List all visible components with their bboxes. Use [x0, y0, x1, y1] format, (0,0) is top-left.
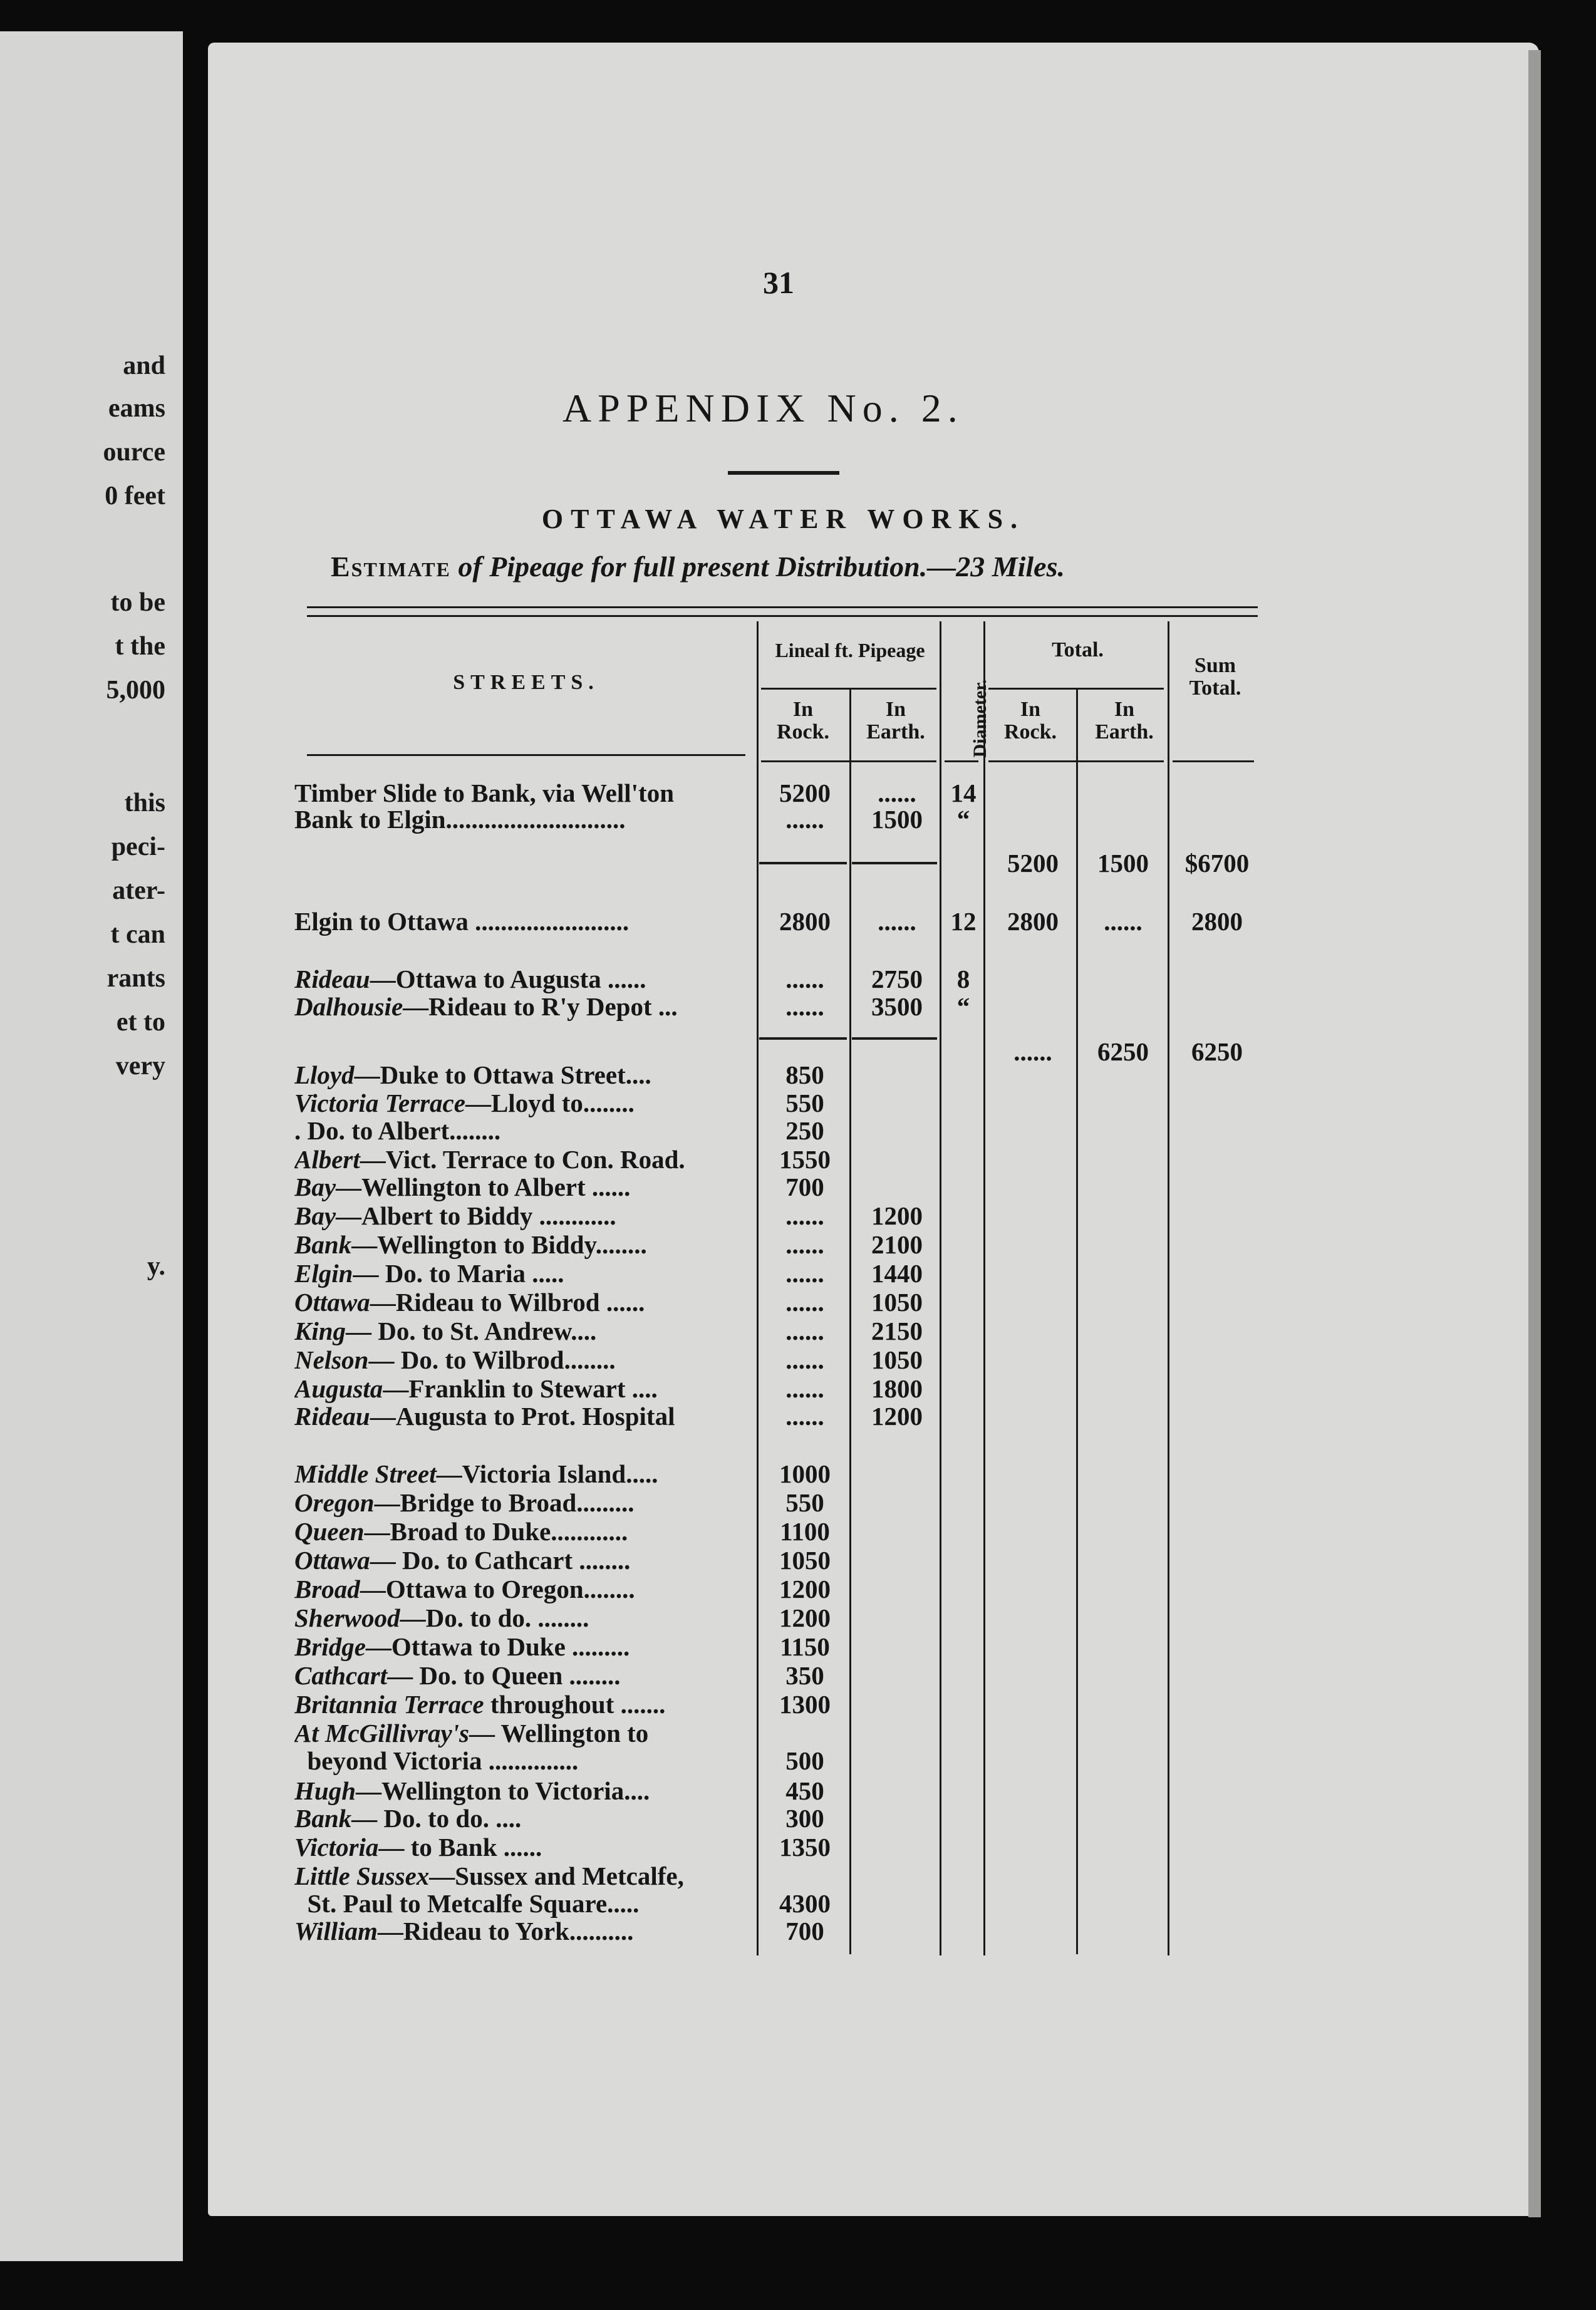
- street-cell: [294, 1889, 749, 1918]
- street-name: Ottawa: [294, 1546, 370, 1575]
- prev-line: et to: [116, 1008, 165, 1037]
- prev-line: peci-: [111, 832, 165, 861]
- street-cell: [294, 1632, 749, 1661]
- sum-total-cell: $6700: [1184, 849, 1250, 878]
- street-cell: [294, 1116, 749, 1145]
- in-rock-cell: ......: [785, 1402, 824, 1431]
- table-row: [0, 1575, 1315, 1603]
- street-description: — Do. to Queen ........: [387, 1661, 621, 1690]
- street-cell: [294, 1917, 749, 1945]
- street-description: beyond Victoria ..............: [294, 1746, 579, 1775]
- street-cell: [294, 1546, 749, 1575]
- prev-line: t can: [110, 920, 165, 949]
- street-name: Victoria: [294, 1833, 379, 1862]
- street-description: —Vict. Terrace to Con. Road.: [360, 1145, 685, 1174]
- table-row: [0, 907, 1315, 936]
- prev-line: y.: [147, 1252, 165, 1281]
- in-rock-cell: 1100: [780, 1517, 830, 1546]
- prev-line: eams: [108, 394, 165, 423]
- in-earth-cell: 2750: [871, 965, 923, 993]
- street-description: Elgin to Ottawa ........................: [294, 907, 630, 936]
- table-row: [0, 1201, 1315, 1230]
- header-rule: [761, 760, 936, 762]
- street-cell: [294, 1173, 749, 1201]
- street-description: — Do. to Wilbrod........: [368, 1345, 616, 1374]
- street-description: —Wellington to Biddy........: [351, 1230, 647, 1259]
- table-row: [0, 1517, 1315, 1546]
- street-name: Oregon: [294, 1488, 375, 1517]
- diameter-cell: “: [956, 992, 970, 1021]
- street-name: Little Sussex: [294, 1862, 430, 1890]
- street-cell: [294, 1317, 749, 1345]
- street-name: King: [294, 1317, 346, 1345]
- street-cell: [294, 1833, 749, 1862]
- in-earth-cell: 1050: [871, 1345, 923, 1374]
- in-rock-cell: 300: [785, 1804, 824, 1833]
- header-rule: [988, 760, 1164, 762]
- street-cell: [294, 1459, 749, 1488]
- table-row: [0, 1661, 1315, 1690]
- street-description: —Franklin to Stewart ....: [383, 1374, 658, 1403]
- street-name: Middle Street: [294, 1459, 437, 1488]
- in-rock-cell: 1350: [779, 1833, 831, 1862]
- street-description: —Wellington to Victoria....: [356, 1776, 650, 1805]
- street-description: throughout .......: [484, 1690, 666, 1719]
- sum-total-cell: 2800: [1191, 907, 1243, 936]
- in-rock-cell: ......: [785, 965, 824, 993]
- street-name: Queen: [294, 1517, 365, 1546]
- table-row: [0, 1145, 1315, 1174]
- in-rock-cell: 1200: [779, 1603, 831, 1632]
- street-cell: [294, 779, 749, 807]
- street-description: —Victoria Island.....: [436, 1459, 658, 1488]
- in-earth-cell: 1050: [871, 1288, 923, 1317]
- table-row: [0, 1317, 1315, 1345]
- table-row: [0, 1488, 1315, 1517]
- street-cell: [294, 1089, 749, 1117]
- diameter-cell: 12: [950, 907, 977, 936]
- street-cell: [294, 1488, 749, 1517]
- table-row: [0, 965, 1315, 993]
- street-cell: [294, 965, 749, 993]
- street-description: —Sussex and Metcalfe,: [429, 1862, 684, 1890]
- prev-line: 0 feet: [105, 482, 165, 510]
- street-cell: [294, 1259, 749, 1288]
- street-name: Britannia Terrace: [294, 1690, 484, 1719]
- total-earth-cell: 6250: [1097, 1037, 1149, 1066]
- street-name: William: [294, 1917, 378, 1945]
- street-name: Bay: [294, 1173, 336, 1201]
- in-earth-cell: 1440: [871, 1259, 923, 1288]
- street-name: Rideau: [294, 965, 370, 993]
- table-row: [0, 849, 1315, 878]
- total-earth-cell: 1500: [1097, 849, 1149, 878]
- works-heading: OTTAWA WATER WORKS.: [541, 504, 1025, 534]
- street-name: Augusta: [294, 1374, 383, 1403]
- header-in-rock: In Rock.: [776, 698, 830, 743]
- in-rock-cell: ......: [785, 1288, 824, 1317]
- table-row: [0, 1833, 1315, 1862]
- street-name: At McGillivray's: [294, 1719, 470, 1748]
- in-rock-cell: 1050: [779, 1546, 831, 1575]
- street-description: —Broad to Duke............: [364, 1517, 628, 1546]
- street-cell: [294, 1746, 749, 1775]
- in-earth-cell: 2100: [871, 1230, 923, 1259]
- in-rock-cell: ......: [785, 1374, 824, 1403]
- in-rock-cell: ......: [785, 1201, 824, 1230]
- in-rock-cell: 2800: [779, 907, 831, 936]
- prev-line: to be: [110, 588, 165, 617]
- street-name: Albert: [294, 1145, 360, 1174]
- total-rock-cell: ......: [1013, 1037, 1052, 1066]
- street-description: —Wellington to Albert ......: [336, 1173, 631, 1201]
- street-cell: [294, 1517, 749, 1546]
- street-name: Bank: [294, 1230, 352, 1259]
- street-description: —Lloyd to........: [465, 1089, 635, 1117]
- in-rock-cell: ......: [785, 1345, 824, 1374]
- street-cell: [294, 1690, 749, 1719]
- street-description: — Do. to Cathcart ........: [370, 1546, 631, 1575]
- in-rock-cell: 1200: [779, 1575, 831, 1603]
- in-earth-cell: 3500: [871, 992, 923, 1021]
- street-description: —Bridge to Broad.........: [374, 1488, 635, 1517]
- diameter-cell: 14: [950, 779, 977, 807]
- table-row: [0, 1259, 1315, 1288]
- header-streets: STREETS.: [453, 671, 599, 694]
- street-cell: [294, 1862, 749, 1890]
- in-rock-cell: 700: [785, 1173, 824, 1201]
- in-earth-cell: ......: [878, 779, 916, 807]
- street-name: Nelson: [294, 1345, 369, 1374]
- prev-line: t the: [115, 632, 165, 661]
- street-cell: [294, 992, 749, 1021]
- header-diameter: Diameter.: [970, 679, 990, 758]
- street-cell: [294, 1402, 749, 1431]
- table-row: [0, 1776, 1315, 1805]
- prev-line: rants: [106, 964, 165, 993]
- table-row: [0, 1862, 1315, 1890]
- table-row: [0, 1173, 1315, 1201]
- appendix-title: APPENDIX No. 2.: [562, 386, 964, 430]
- estimate-line: [331, 550, 1258, 583]
- street-description: —Rideau to R'y Depot ...: [403, 992, 678, 1021]
- header-total-in-earth: In Earth.: [1095, 698, 1154, 743]
- in-rock-cell: ......: [785, 992, 824, 1021]
- street-name: Broad: [294, 1575, 360, 1603]
- in-rock-cell: 1300: [779, 1690, 831, 1719]
- header-rule: [1173, 760, 1254, 762]
- in-rock-cell: 350: [785, 1661, 824, 1690]
- prev-line: 5,000: [106, 676, 165, 705]
- in-rock-cell: ......: [785, 1317, 824, 1345]
- in-earth-cell: 1500: [871, 805, 923, 834]
- street-name: Lloyd: [294, 1060, 355, 1089]
- street-description: — Wellington to: [469, 1719, 649, 1748]
- in-rock-cell: 850: [785, 1060, 824, 1089]
- street-name: Rideau: [294, 1402, 370, 1431]
- in-rock-cell: 250: [785, 1116, 824, 1145]
- street-description: Bank to Elgin............................: [294, 805, 626, 834]
- street-description: — Do. to Maria .....: [353, 1259, 564, 1288]
- page-edge: [1528, 50, 1541, 2217]
- street-description: —Ottawa to Augusta ......: [370, 965, 646, 993]
- street-name: Victoria Terrace: [294, 1089, 465, 1117]
- table-row: [0, 1402, 1315, 1431]
- title-rule: [728, 471, 839, 475]
- street-description: St. Paul to Metcalfe Square.....: [294, 1889, 640, 1918]
- table-top-rule: [307, 615, 1258, 617]
- street-description: —Duke to Ottawa Street....: [354, 1060, 651, 1089]
- street-description: —Ottawa to Duke .........: [365, 1632, 630, 1661]
- table-row: [0, 1459, 1315, 1488]
- header-in-earth: In Earth.: [866, 698, 925, 743]
- table-row: [0, 1690, 1315, 1719]
- sum-total-cell: 6250: [1191, 1037, 1243, 1066]
- street-cell: [294, 1603, 749, 1632]
- table-row: [0, 779, 1315, 807]
- total-rock-cell: 2800: [1007, 907, 1059, 936]
- street-description: — Do. to do. ....: [351, 1804, 522, 1833]
- street-description: Timber Slide to Bank, via Well'ton: [294, 779, 675, 807]
- street-name: Hugh: [294, 1776, 356, 1805]
- in-rock-cell: 1150: [780, 1632, 830, 1661]
- street-cell: [294, 1345, 749, 1374]
- in-rock-cell: 4300: [779, 1889, 831, 1918]
- in-rock-cell: ......: [785, 1259, 824, 1288]
- header-sum-total: Sum Total.: [1189, 654, 1241, 700]
- street-description: —Ottawa to Oregon........: [360, 1575, 635, 1603]
- in-rock-cell: ......: [785, 1230, 824, 1259]
- street-cell: [294, 1804, 749, 1833]
- table-row: [0, 1804, 1315, 1833]
- in-rock-cell: ......: [785, 805, 824, 834]
- estimate-lead: Estimate: [331, 551, 451, 583]
- header-rule: [988, 688, 1164, 690]
- table-row: [0, 1917, 1315, 1945]
- street-name: Dalhousie: [294, 992, 403, 1021]
- estimate-miles: —23 Miles.: [927, 551, 1065, 583]
- prev-line: this: [124, 789, 165, 817]
- street-description: . Do. to Albert........: [294, 1116, 501, 1145]
- street-cell: [294, 1719, 749, 1748]
- prev-line: ource: [103, 438, 165, 467]
- table-row: [0, 1345, 1315, 1374]
- street-description: — to Bank ......: [378, 1833, 542, 1862]
- table-row: [0, 1374, 1315, 1403]
- estimate-text: of Pipeage for full present Distribution.: [458, 551, 928, 583]
- street-cell: [294, 1374, 749, 1403]
- street-description: —Rideau to York..........: [377, 1917, 634, 1945]
- table-row: [0, 1089, 1315, 1117]
- street-cell: [294, 1288, 749, 1317]
- in-earth-cell: 1200: [871, 1402, 923, 1431]
- prev-line: very: [115, 1052, 165, 1080]
- table-row: [0, 1116, 1315, 1145]
- table-row: [0, 1746, 1315, 1775]
- street-description: — Do. to St. Andrew....: [346, 1317, 597, 1345]
- street-description: —Rideau to Wilbrod ......: [370, 1288, 645, 1317]
- in-rock-cell: 1550: [779, 1145, 831, 1174]
- table-row: [0, 1603, 1315, 1632]
- street-cell: [294, 907, 749, 936]
- street-cell: [294, 1145, 749, 1174]
- street-name: Sherwood: [294, 1603, 400, 1632]
- table-row: [0, 992, 1315, 1021]
- in-rock-cell: 700: [785, 1917, 824, 1945]
- header-total-in-rock: In Rock.: [1003, 698, 1057, 743]
- in-earth-cell: 2150: [871, 1317, 923, 1345]
- street-name: Cathcart: [294, 1661, 388, 1690]
- in-rock-cell: 500: [785, 1746, 824, 1775]
- diameter-cell: 8: [956, 965, 970, 993]
- street-cell: [294, 1776, 749, 1805]
- street-description: —Albert to Biddy ............: [336, 1201, 616, 1230]
- table-row: [0, 1546, 1315, 1575]
- table-row: [0, 1719, 1315, 1748]
- in-earth-cell: 1800: [871, 1374, 923, 1403]
- in-earth-cell: ......: [878, 907, 916, 936]
- street-description: —Do. to do. ........: [400, 1603, 589, 1632]
- in-rock-cell: 1000: [779, 1459, 831, 1488]
- street-cell: [294, 1575, 749, 1603]
- table-row: [0, 1632, 1315, 1661]
- in-earth-cell: 1200: [871, 1201, 923, 1230]
- in-rock-cell: 5200: [779, 779, 831, 807]
- total-earth-cell: ......: [1104, 907, 1143, 936]
- header-lineal: Lineal ft. Pipeage: [775, 639, 925, 661]
- street-name: Ottawa: [294, 1288, 370, 1317]
- prev-line: and: [123, 351, 165, 380]
- table-row: [0, 1288, 1315, 1317]
- street-cell: [294, 805, 749, 834]
- header-rule: [945, 760, 978, 762]
- table-row: [0, 1060, 1315, 1089]
- street-name: Bank: [294, 1804, 352, 1833]
- table-top-rule: [307, 606, 1258, 608]
- street-name: Elgin: [294, 1259, 353, 1288]
- street-cell: [294, 1661, 749, 1690]
- header-rule: [307, 754, 745, 756]
- table-row: [0, 805, 1315, 834]
- street-cell: [294, 1230, 749, 1259]
- page-number: 31: [763, 265, 794, 300]
- street-description: —Augusta to Prot. Hospital: [370, 1402, 675, 1431]
- in-rock-cell: 550: [785, 1089, 824, 1117]
- street-name: Bridge: [294, 1632, 366, 1661]
- table-row: [0, 1230, 1315, 1259]
- table-row: [0, 1889, 1315, 1918]
- diameter-cell: “: [956, 805, 970, 834]
- street-cell: [294, 1201, 749, 1230]
- in-rock-cell: 550: [785, 1488, 824, 1517]
- in-rock-cell: 450: [785, 1776, 824, 1805]
- header-rule: [761, 688, 936, 690]
- total-rock-cell: 5200: [1007, 849, 1059, 878]
- prev-line: ater-: [112, 876, 165, 905]
- street-cell: [294, 1060, 749, 1089]
- street-name: Bay: [294, 1201, 336, 1230]
- header-total: Total.: [1052, 638, 1104, 661]
